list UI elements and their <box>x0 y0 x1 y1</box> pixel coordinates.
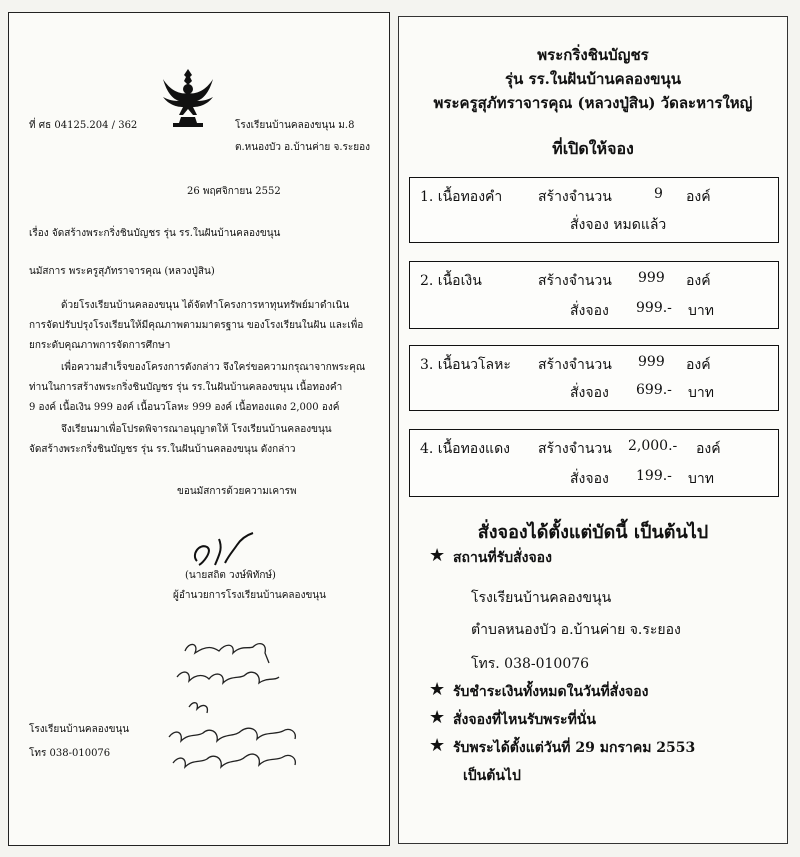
letter-body-line: ด้วยโรงเรียนบ้านคลองขนุน ได้จัดทำโครงการหาทุนทรัพย์มาดำเนิน <box>61 300 350 311</box>
signer-name: (นายสถิต วงษ์พิทักษ์) <box>185 570 276 581</box>
signer-title: ผู้อำนวยการโรงเรียนบ้านคลองขนุน <box>173 590 326 601</box>
item-quantity: 999 <box>638 354 665 370</box>
item-name: 4. เนื้อทองแดง <box>420 441 510 457</box>
receive-date-note-cont: เป็นต้นไป <box>463 768 521 784</box>
handwritten-note <box>149 633 349 783</box>
item-quantity: 9 <box>654 186 663 202</box>
item-order-label: สั่งจอง <box>570 303 609 319</box>
flyer-section-heading: ที่เปิดให้จอง <box>552 139 634 158</box>
item-price: 699.- <box>636 382 672 398</box>
amulet-item-box <box>409 345 779 411</box>
amulet-item-box <box>409 261 779 329</box>
signature-image <box>189 525 259 569</box>
receive-date-note: รับพระได้ตั้งแต่วันที่ 29 มกราคม 2553 <box>453 740 696 756</box>
letter-closing: ขอนมัสการด้วยความเคารพ <box>177 486 297 497</box>
item-made-label: สร้างจำนวน <box>538 189 612 205</box>
flyer-title-1: พระกริ่งชินบัญชร <box>537 46 649 64</box>
amulet-item-box <box>409 177 779 243</box>
letter-body-line: จึงเรียนมาเพื่อโปรดพิจารณาอนุญาตให้ โรงเรียนบ้านคลองขนุน <box>61 424 332 435</box>
item-order-label: สั่งจอง <box>570 385 609 401</box>
item-order-label: สั่งจอง หมดแล้ว <box>570 217 667 233</box>
item-made-label: สร้างจำนวน <box>538 357 612 373</box>
letter-body-line: 9 องค์ เนื้อเงิน 999 องค์ เนื้อนวโลหะ 999 องค์ เนื้อทองแดง 2,000 องค์ <box>29 402 340 413</box>
item-price: 199.- <box>636 468 672 484</box>
letter-date: 26 พฤศจิกายน 2552 <box>187 186 281 197</box>
star-icon: ★ <box>429 545 446 566</box>
flyer-title-3: พระครูสุภัทราจารคุณ (หลวงปู่สิน) วัดละหารใหญ่ <box>433 94 753 112</box>
star-icon: ★ <box>429 679 446 700</box>
letter-subject: เรื่อง จัดสร้างพระกริ่งชินบัญชร รุ่น รร.ในฝันบ้านคลองขนุน <box>29 228 281 239</box>
letter-body-line: จัดสร้างพระกริ่งชินบัญชร รุ่น รร.ในฝันบ้านคลองขนุน ดังกล่าว <box>29 444 296 455</box>
item-order-label: สั่งจอง <box>570 471 609 487</box>
school-address-line2: ต.หนองบัว อ.บ้านค่าย จ.ระยอง <box>235 142 370 153</box>
star-icon: ★ <box>429 735 446 756</box>
pickup-place-label: สถานที่รับสั่งจอง <box>453 550 552 566</box>
item-name: 1. เนื้อทองคำ <box>420 189 503 205</box>
item-currency: บาท <box>688 303 714 319</box>
item-name: 2. เนื้อเงิน <box>420 273 482 289</box>
garuda-emblem-icon <box>159 65 217 131</box>
item-made-label: สร้างจำนวน <box>538 441 612 457</box>
star-icon: ★ <box>429 707 446 728</box>
order-announcement: สั่งจองได้ตั้งแต่บัดนี้ เป็นต้นไป <box>477 522 709 543</box>
official-letter <box>8 12 390 846</box>
school-address-line1: โรงเรียนบ้านคลองขนุน ม.8 <box>235 120 355 131</box>
flyer-title-2: รุ่น รร.ในฝันบ้านคลองขนุน <box>504 70 681 88</box>
receive-location-note: สั่งจองที่ไหนรับพระที่นั่น <box>453 712 596 728</box>
item-quantity: 999 <box>638 270 665 286</box>
pickup-place-phone: โทร. 038-010076 <box>471 656 590 672</box>
item-unit: องค์ <box>686 357 711 373</box>
item-unit: องค์ <box>686 273 711 289</box>
letter-body-line: เพื่อความสำเร็จของโครงการดังกล่าว จึงใคร่ขอความกรุณาจากพระคุณ <box>61 362 366 373</box>
item-quantity: 2,000.- <box>628 438 678 454</box>
reference-number: ที่ ศธ 04125.204 / 362 <box>29 120 138 131</box>
footer-phone: โทร 038-010076 <box>29 748 111 759</box>
reservation-flyer <box>398 16 788 844</box>
letter-body-line: ท่านในการสร้างพระกริ่งชินบัญชร รุ่น รร.ในฝันบ้านคลองขนุน เนื้อทองคำ <box>29 382 343 393</box>
payment-note: รับชำระเงินทั้งหมดในวันที่สั่งจอง <box>453 684 649 700</box>
item-price: 999.- <box>636 300 672 316</box>
item-currency: บาท <box>688 471 714 487</box>
pickup-place-line2: ตำบลหนองบัว อ.บ้านค่าย จ.ระยอง <box>471 622 681 638</box>
pickup-place-line1: โรงเรียนบ้านคลองขนุน <box>471 590 612 606</box>
letter-body-line: ยกระดับคุณภาพการจัดการศึกษา <box>29 340 171 351</box>
item-currency: บาท <box>688 385 714 401</box>
amulet-item-box <box>409 429 779 497</box>
footer-school: โรงเรียนบ้านคลองขนุน <box>29 724 130 735</box>
letter-body-line: การจัดปรับปรุงโรงเรียนให้มีคุณภาพตามมาตรฐาน ของโรงเรียนในฝัน และเพื่อ <box>29 320 364 331</box>
letter-salutation: นมัสการ พระครูสุภัทราจารคุณ (หลวงปู่สิน) <box>29 266 215 277</box>
item-unit: องค์ <box>696 441 721 457</box>
item-unit: องค์ <box>686 189 711 205</box>
item-name: 3. เนื้อนวโลหะ <box>420 357 511 373</box>
item-made-label: สร้างจำนวน <box>538 273 612 289</box>
